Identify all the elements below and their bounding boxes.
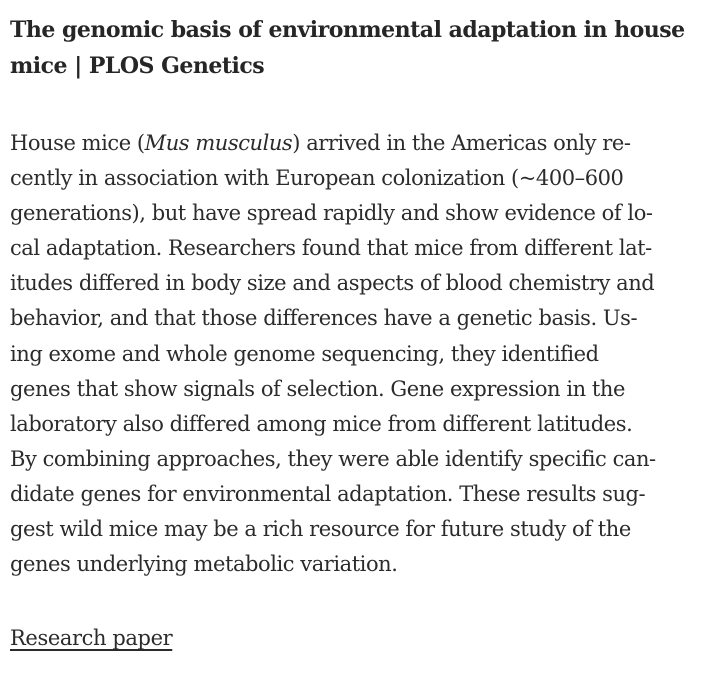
summary-line xyxy=(10,126,670,161)
summary-line: cal adaptation. Researchers found that mice from different lat- xyxy=(10,236,652,261)
summary-line: genes underlying metabolic variation. xyxy=(10,552,398,577)
summary-line: genes that show signals of selection. Gene expression in the xyxy=(10,376,625,401)
article-title-line: The genomic basis of environmental adaptation in house xyxy=(10,17,685,43)
article-summary xyxy=(10,126,670,582)
article-title-line: mice | PLOS Genetics xyxy=(10,53,265,79)
article-title xyxy=(10,12,685,84)
summary-line: generations), but have spread rapidly and show evidence of lo- xyxy=(10,201,653,226)
species-name: Mus musculus xyxy=(144,131,293,155)
summary-line: didate genes for environmental adaptation. These results sug- xyxy=(10,481,646,506)
summary-line: gest wild mice may be a rich resource for future study of the xyxy=(10,517,631,542)
article-card xyxy=(10,12,685,653)
summary-line: By combining approaches, they were able identify specific can- xyxy=(10,446,656,471)
summary-line: laboratory also differed among mice from different latitudes. xyxy=(10,411,633,436)
summary-line: itudes differed in body size and aspects of blood chemistry and xyxy=(10,271,655,296)
summary-line: behavior, and that those differences have a genetic basis. Us- xyxy=(10,306,638,331)
research-paper-link[interactable]: Research paper xyxy=(10,626,173,651)
summary-line: ing exome and whole genome sequencing, they identified xyxy=(10,341,599,366)
summary-text: ) arrived in the Americas only re- xyxy=(292,131,631,155)
summary-line: cently in association with European colonization (~400–600 xyxy=(10,166,624,191)
summary-text: House mice ( xyxy=(10,131,145,155)
